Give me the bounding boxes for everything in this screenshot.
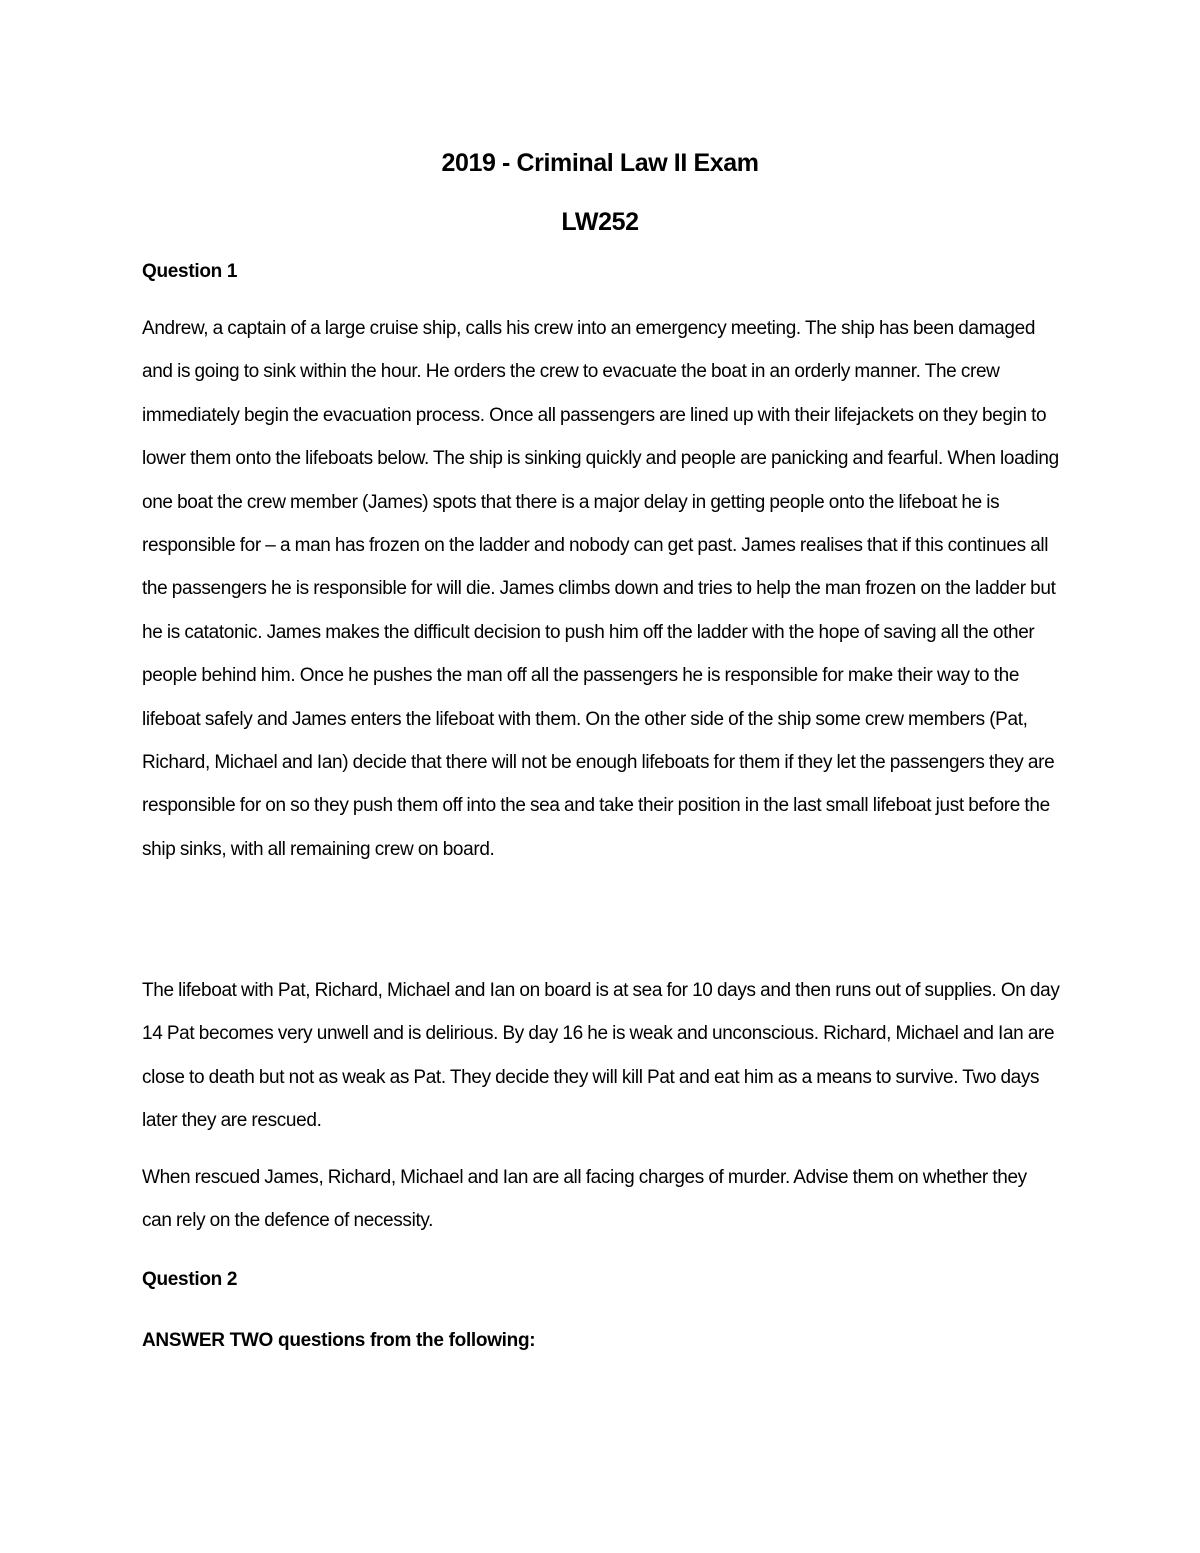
question-2-instruction: ANSWER TWO questions from the following: bbox=[142, 1330, 536, 1351]
course-code: LW252 bbox=[561, 208, 639, 236]
question-1-paragraph-2: The lifeboat with Pat, Richard, Michael and Ian on board is at sea for 10 days and then runs out of supplies. On day 14 Pat becomes very unwell and is delirious. By day 16 he is weak and unconscious. Richard, Michael and Ian are close to death but not as weak as Pat. They decide they will kill Pat and eat him as a means to survive. Two days later they are rescued. bbox=[142, 980, 1060, 1132]
question-1-paragraph-3: When rescued James, Richard, Michael and Ian are all facing charges of murder. Advise them on whether they can rely on the defence of necessity. bbox=[142, 1167, 1027, 1232]
exam-title: 2019 - Criminal Law II Exam bbox=[441, 149, 759, 177]
question-2-heading: Question 2 bbox=[142, 1269, 238, 1290]
question-1-paragraph-1: Andrew, a captain of a large cruise ship, calls his crew into an emergency meeting. The ship has been damaged and is going to sink within the hour. He orders the crew to evacuate the boat in an orderly manner. The crew immediately begin the evacuation process. Once all passengers are lined up with their lifejackets on they begin to lower them onto the lifeboats below. The ship is sinking quickly and people are panicking and fearful. When loading one boat the crew member (James) spots that there is a major delay in getting people onto the lifeboat he is responsible for – a man has frozen on the ladder and nobody can get past. James realises that if this continues all the passengers he is responsible for will die. James climbs down and tries to help the man frozen on the ladder but he is catatonic. James makes the difficult decision to push him off the ladder with the hope of saving all the other people behind him. Once he pushes the man off all the passengers he is responsible for make their way to the lifeboat safely and James enters the lifeboat with them. On the other side of the ship some crew members (Pat, Richard, Michael and Ian) decide that there will not be enough lifeboats for them if they let the passengers they are responsible for on so they push them off into the sea and take their position in the last small lifeboat just before the ship sinks, with all remaining crew on board. bbox=[142, 318, 1059, 860]
question-1-heading: Question 1 bbox=[142, 261, 238, 282]
